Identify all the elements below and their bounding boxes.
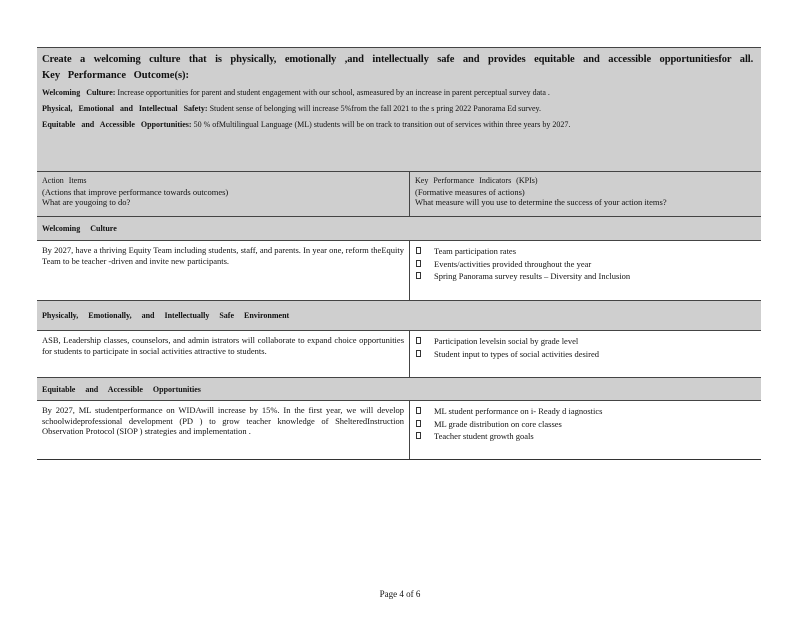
kpi-text: Events/activities provided throughout the year	[434, 258, 592, 269]
section-heading-text: Welcoming Culture	[42, 224, 117, 233]
list-item	[415, 430, 756, 443]
page-number: Page 4 of 6	[379, 589, 421, 599]
bullet-icon	[416, 350, 421, 357]
action-items-question: What are yougoing to do?	[42, 197, 131, 207]
table-bottom-rule	[37, 459, 761, 460]
kpi-header	[409, 172, 761, 216]
section-heading-welcoming	[37, 216, 761, 240]
bullet-icon	[416, 432, 421, 439]
kpi-cell	[409, 401, 761, 459]
table-row	[37, 330, 761, 377]
action-item-cell: By 2027, have a thriving Equity Team including students, staff, and parents. In year one, reform theEquity Team to be teacher -driven and invite new participants.	[42, 245, 404, 266]
outcome-text: Increase opportunities for parent and student engagement with our school, asmeasured by an increase in parent perceptual survey data .	[117, 88, 550, 97]
kpi-title: Key Performance Indicators (KPIs)	[415, 176, 538, 185]
section-heading-text: Physically, Emotionally, and Intellectually Safe Environment	[42, 311, 290, 320]
outcome-text: 50 % ofMultilingual Language (ML) students will be on track to transition out of services within three years by 2027.	[193, 120, 571, 129]
section-heading-text: Equitable and Accessible Opportunities	[42, 384, 201, 394]
kpi-text: Team participation rates	[434, 246, 517, 256]
bullet-icon	[416, 337, 421, 344]
list-item	[415, 348, 756, 361]
goal-title: Create a welcoming culture that is physically, emotionally ,and intellectually safe and provides equitable and accessible opportunitiesfor all.	[42, 54, 754, 65]
table-row	[37, 240, 761, 300]
section-heading-equity	[37, 377, 761, 400]
list-item	[415, 405, 756, 418]
bullet-icon	[416, 407, 421, 414]
outcome-text: Student sense of belonging will increase 5%from the fall 2021 to the s pring 2022 Panorama Ed survey.	[209, 104, 541, 113]
section-heading-safety	[37, 300, 761, 330]
kpi-text: Student input to types of social activities desired	[434, 348, 600, 359]
list-item	[415, 258, 756, 271]
kpo-heading: Key Performance Outcome(s):	[42, 70, 190, 81]
action-item-cell: ASB, Leadership classes, counselors, and admin istrators will collaborate to expand choice opportunities for students to participate in social activities attractive to students.	[42, 335, 404, 356]
action-items-title: Action Items	[42, 176, 87, 185]
outcome-welcoming	[42, 87, 756, 98]
outcome-label: Equitable and Accessible Opportunities:	[42, 120, 192, 129]
kpi-cell	[409, 241, 761, 300]
kpi-text: Spring Panorama survey results – Diversity and Inclusion	[434, 271, 631, 281]
kpi-question: What measure will you use to determine the success of your action items?	[415, 197, 667, 207]
kpi-text: ML grade distribution on core classes	[434, 418, 562, 429]
kpi-text: ML student performance on i- Ready d iagnostics	[434, 406, 603, 416]
action-items-header	[37, 172, 409, 216]
goal-block	[37, 47, 761, 171]
action-items-subtitle: (Actions that improve performance towards outcomes)	[42, 186, 229, 197]
list-item	[415, 418, 756, 431]
bullet-icon	[416, 247, 421, 254]
outcome-safety	[42, 103, 756, 114]
outcome-label: Physical, Emotional and Intellectual Safety:	[42, 104, 208, 113]
table-row	[37, 400, 761, 459]
action-item-cell: By 2027, ML studentperformance on WIDAwill increase by 15%. In the first year, we will develop schoolwideprofessional development (PD ) to grow teacher knowledge of ShelteredInstruction Observation Protocol (SIOP ) strategies and implementation .	[42, 405, 404, 436]
kpi-subtitle: (Formative measures of actions)	[415, 186, 525, 197]
bullet-icon	[416, 272, 421, 279]
kpi-list	[415, 335, 756, 360]
kpi-text: Teacher student growth goals	[434, 431, 534, 441]
kpi-list	[415, 405, 756, 443]
outcome-equity	[42, 119, 756, 130]
kpi-list	[415, 245, 756, 283]
outcome-label: Welcoming Culture:	[42, 88, 116, 97]
table-header-row	[37, 171, 761, 216]
kpi-text: Participation levelsin social by grade level	[434, 336, 579, 346]
list-item	[415, 245, 756, 258]
bullet-icon	[416, 420, 421, 427]
document-page	[37, 47, 761, 460]
kpi-cell	[409, 331, 761, 377]
list-item	[415, 335, 756, 348]
list-item	[415, 270, 756, 283]
bullet-icon	[416, 260, 421, 267]
